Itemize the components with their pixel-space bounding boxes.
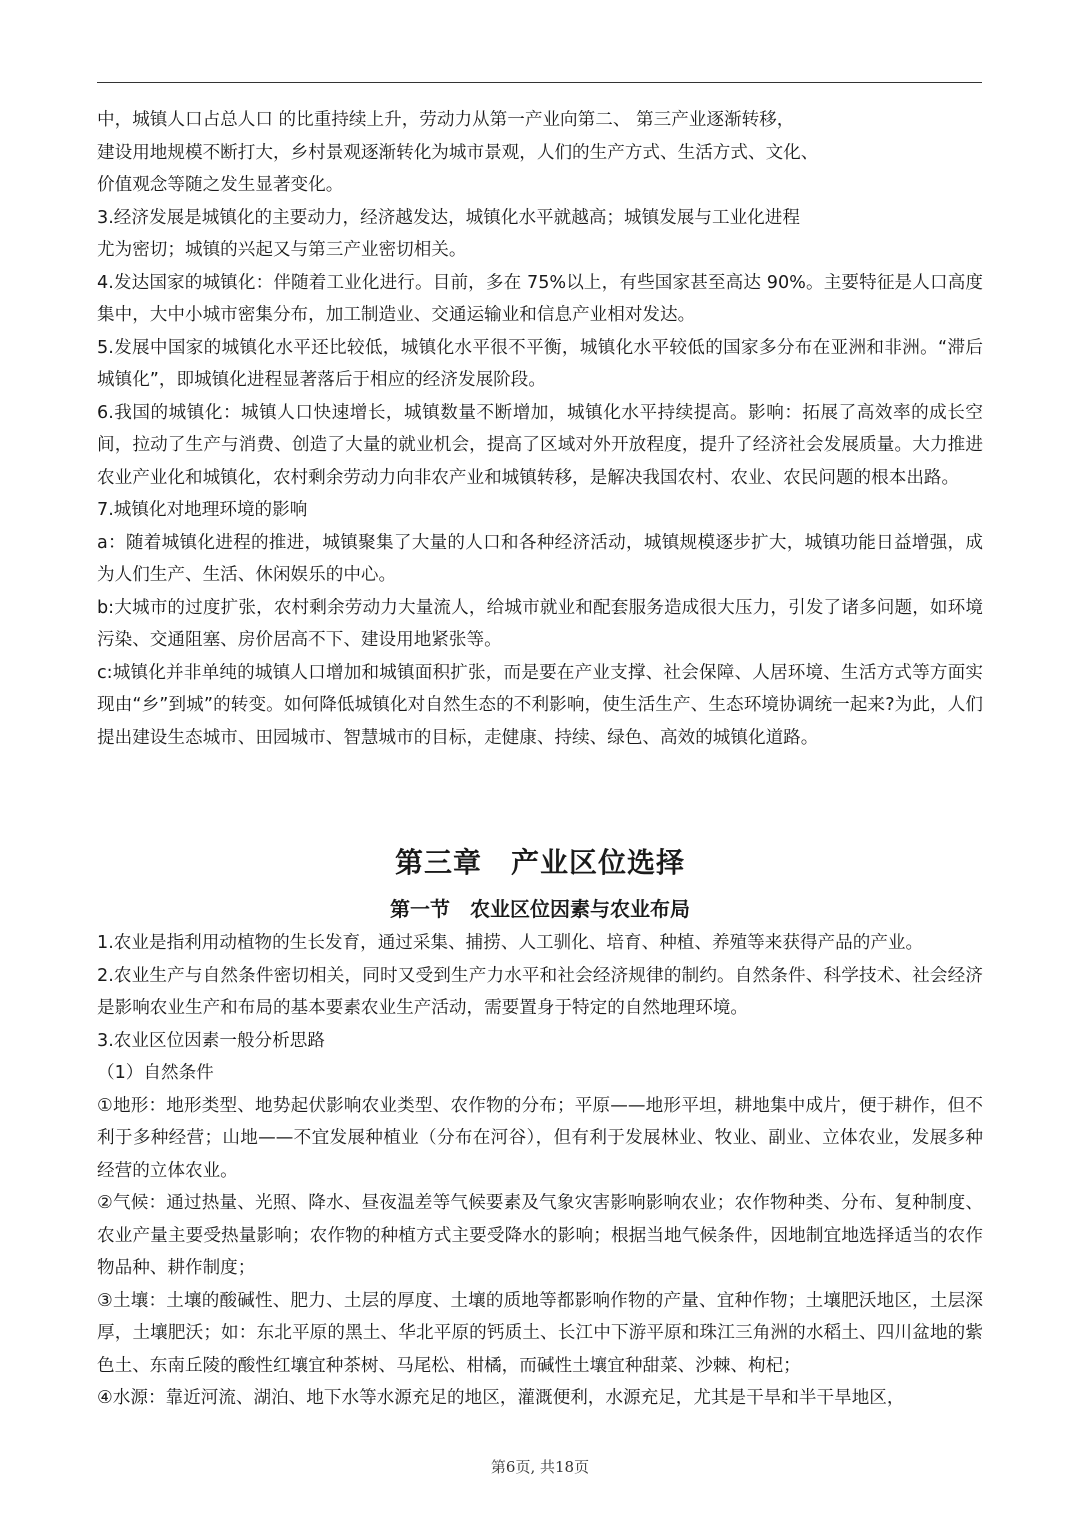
paragraph: ②气候：通过热量、光照、降水、昼夜温差等气候要素及气象灾害影响影响农业；农作物种类、分布、复种制度、农业产量主要受热量影响；农作物的种植方式主要受降水的影响；根据当地气候条件，因地制宜地选择适当的农作物品种、耕作制度； xyxy=(97,1193,983,1278)
paragraph: 7.城镇化对地理环境的影响 xyxy=(97,500,308,520)
paragraph: 尤为密切；城镇的兴起又与第三产业密切相关。 xyxy=(97,240,467,260)
paragraph: 价值观念等随之发生显著变化。 xyxy=(97,175,344,195)
paragraph: b:大城市的过度扩张，农村剩余劳动力大量流人，给城市就业和配套服务造成很大压力，引发了诸多问题，如环境污染、交通阻塞、房价居高不下、建设用地紧张等。 xyxy=(97,597,983,650)
paragraph: ④水源：靠近河流、湖泊、地下水等水源充足的地区，灌溉便利，水源充足，尤其是干旱和半干旱地区， xyxy=(97,1388,905,1408)
paragraph: 建设用地规模不断打大，乡村景观逐渐转化为城市景观，人们的生产方式、生活方式、文化、 xyxy=(97,142,819,163)
paragraph: 5.发展中国家的城镇化水平还比较低，城镇化水平很不平衡，城镇化水平较低的国家多分布在亚洲和非洲。“滞后城镇化”，即城镇化进程显著落后于相应的经济发展阶段。 xyxy=(97,337,983,390)
section-title: 第一节 农业区位因素与农业布局 xyxy=(390,897,690,921)
paragraph: ①地形：地形类型、地势起伏影响农业类型、农作物的分布；平原——地形平坦，耕地集中成片，便于耕作，但不利于多种经营；山地——不宜发展种植业（分布在河谷），但有利于发展林业、牧业、副业、立体农业，发展多种经营的立体农业。 xyxy=(97,1095,983,1181)
paragraph: 3.经济发展是城镇化的主要动力，经济越发达，城镇化水平就越高；城镇发展与工业化进程 xyxy=(97,207,800,228)
header-rule xyxy=(97,82,982,83)
chapter-title: 第三章 产业区位选择 xyxy=(394,846,685,879)
page-number: 第6页, 共18页 xyxy=(490,1458,590,1476)
paragraph: c:城镇化并非单纯的城镇人口增加和城镇面积扩张，而是要在产业支撑、社会保障、人居环境、生活方式等方面实现由“乡”到城”的转变。如何降低城镇化对自然生态的不利影响，使生活生产、生态环境协调统一起来?为此，人们提出建设生态城市、田园城市、智慧城市的目标，走健康、持续、绿色、高效的城镇化道路。 xyxy=(97,662,983,748)
paragraph: 中，城镇人口占总人口 的比重持续上升，劳动力从第一产业向第二、 第三产业逐渐转移， xyxy=(97,110,795,130)
paragraph: 6.我国的城镇化：城镇人口快速增长，城镇数量不断增加，城镇化水平持续提高。影响：拓展了高效率的成长空间，拉动了生产与消费、创造了大量的就业机会，提高了区域对外开放程度，提升了经济社会发展质量。大力推进农业产业化和城镇化，农村剩余劳动力向非农产业和城镇转移，是解决我国农村、农业、农民问题的根本出路。 xyxy=(97,402,983,488)
paragraph: （1）自然条件 xyxy=(97,1063,214,1083)
paragraph: a：随着城镇化进程的推进，城镇聚集了大量的人口和各种经济活动，城镇规模逐步扩大，城镇功能日益增强，成为人们生产、生活、休闲娱乐的中心。 xyxy=(97,532,983,585)
body-text-bottom xyxy=(97,927,983,1415)
paragraph: 4.发达国家的城镇化：伴随着工业化进行。目前，多在 75%以上，有些国家甚至高达 90%。主要特征是人口高度集中，大中小城市密集分布，加工制造业、交通运输业和信息产业相对发达。 xyxy=(97,272,983,325)
body-text-top xyxy=(97,104,983,754)
paragraph: 3.农业区位因素一般分析思路 xyxy=(97,1030,325,1051)
paragraph: 1.农业是指利用动植物的生长发育，通过采集、捕捞、人工驯化、培育、种植、养殖等来获得产品的产业。 xyxy=(97,933,924,953)
paragraph: ③土壤：土壤的酸碱性、肥力、土层的厚度、土壤的质地等都影响作物的产量、宜种作物；土壤肥沃地区，土层深厚，土壤肥沃；如：东北平原的黑土、华北平原的钙质土、长江中下游平原和珠江三角洲的水稻土、四川盆地的紫色土、东南丘陵的酸性红壤宜种茶树、马尾松、柑橘，而碱性土壤宜种甜菜、沙棘、枸杞； xyxy=(97,1290,983,1376)
paragraph: 2.农业生产与自然条件密切相关，同时又受到生产力水平和社会经济规律的制约。自然条件、科学技术、社会经济是影响农业生产和布局的基本要素农业生产活动，需要置身于特定的自然地理环境。 xyxy=(97,965,983,1018)
